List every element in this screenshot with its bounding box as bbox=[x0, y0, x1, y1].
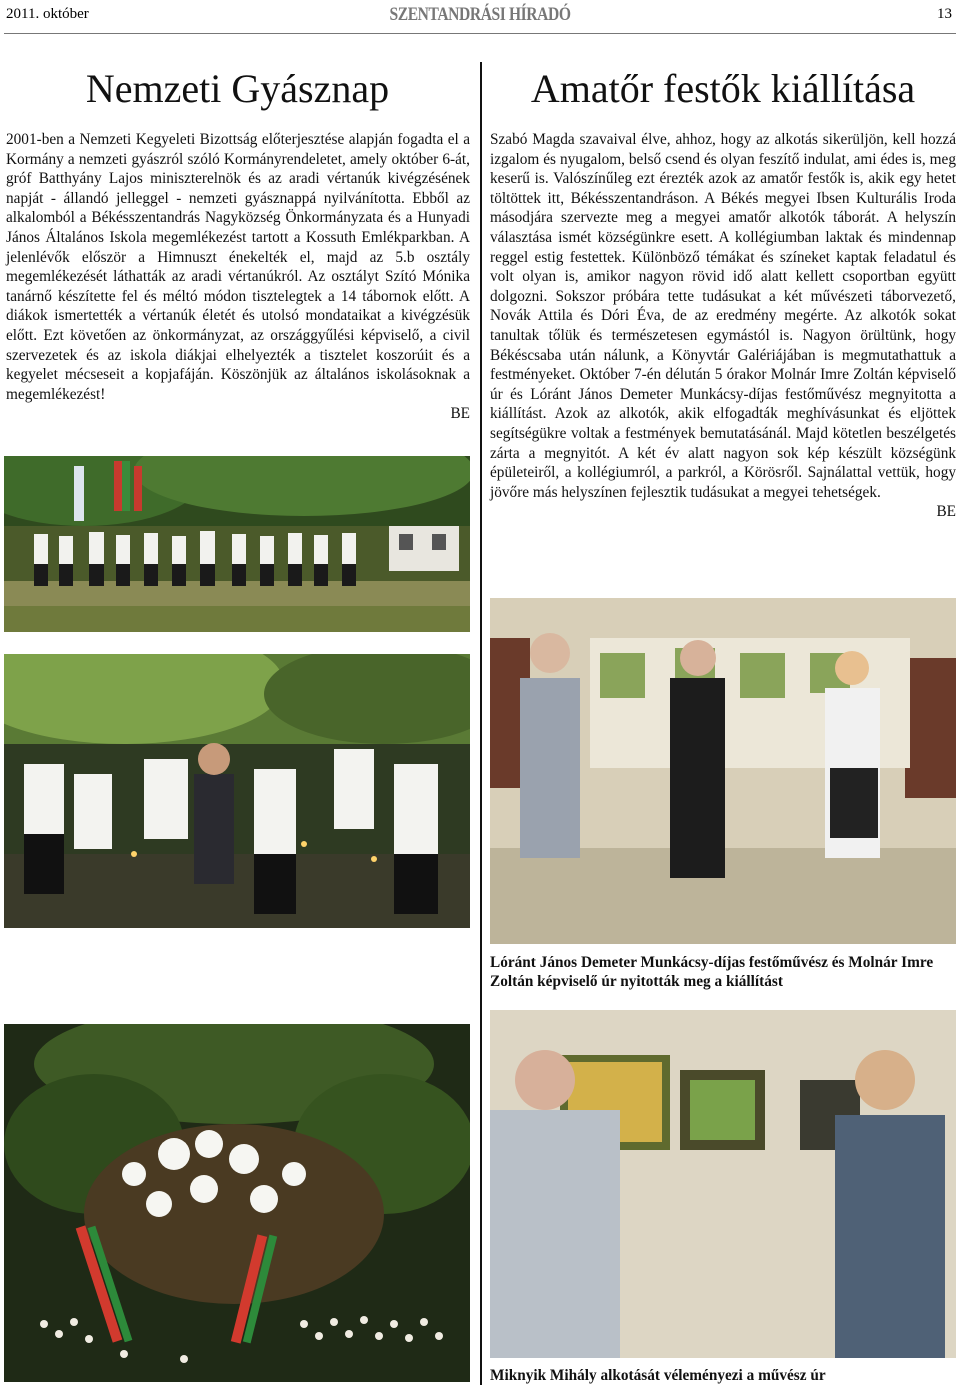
photo-artist-reviewing bbox=[490, 1010, 956, 1358]
issue-date: 2011. október bbox=[6, 6, 89, 22]
left-article-title: Nemzeti Gyásznap bbox=[85, 66, 390, 111]
photo-candle-lighting bbox=[4, 654, 470, 928]
page-number: 13 bbox=[937, 6, 952, 22]
photo-exhibition-opening bbox=[490, 598, 956, 944]
caption-exhibition-opening: Lóránt János Demeter Munkácsy-díjas festőművész és Molnár Imre Zoltán képviselő úr nyitották meg a kiállítást bbox=[490, 954, 934, 990]
right-article-signature: BE bbox=[936, 503, 956, 521]
photo-ceremony-students bbox=[4, 456, 470, 632]
photo-wreaths-candles bbox=[4, 1024, 470, 1382]
left-article-body: 2001-ben a Nemzeti Kegyeleti Bizottság előterjesztése alapján fogadta el a Kormány a nemzeti gyászról szóló Kormányrendeletet, amely október 6-át, gróf Batthyány Lajos miniszterelnök és az aradi vértanúk kivégzésének napját - állandó jelleggel - nemzeti gyásznappá nyilvánította. Ebből az alkalomból a Békésszentandrás Nagyközség Önkormányzata és a Hunyadi János Általános Iskola megemlékezést tartott a Kossuth Emlékparkban. A jelenlévők először a Himnuszt énekelték el, majd az 5.b osztály megemlékezését láthatták az aradi vértanúkról. Az osztályt Szító Mónika tanárnő készítette fel és méltó módon tisztelegtek a 14 tábornok előtt. A diákok ismertették a vértanúk életét és utolsó mondataikat a kivégzésük előtt. Ezt követően az önkormányzat, az országgyűlési képviselő, a civil szervezetek és az iskola diákjai elhelyezték a tisztelet koszorúit és a kegyelet mécseseit a kopjafáján. Köszönjük az általános iskolásoknak a megemlékezést! bbox=[6, 131, 470, 403]
newspaper-logo: SZENTANDRÁSI HÍRADÓ bbox=[389, 4, 571, 25]
left-article-signature: BE bbox=[450, 405, 470, 423]
caption-artist-reviewing: Miknyik Mihály alkotását véleményezi a művész úr bbox=[490, 1367, 826, 1384]
right-article-title: Amatőr festők kiállítása bbox=[530, 66, 916, 111]
header-rule bbox=[4, 33, 956, 34]
right-article bbox=[490, 130, 956, 522]
right-article-body: Szabó Magda szavaival élve, ahhoz, hogy az alkotás sikerüljön, kell hozzá izgalom és nyugalom, belső csend és olyan feszítő indulat, ami édes is, meg keserű is. Valószínűleg ezt érezték azok az amatőr festők is, akik egy hetet töltöttek itt, Békésszentandráson. A Békés megyei Ibsen Kulturális Iroda másodjára szervezte meg a megyei amatőr alkotók táborát. A helyszín választása ismét községünkre esett. A kollégiumban laktak és mindennap reggel estig festettek. Különböző témákat és színeket kaptak feladatul és volt olyan is, amikor nagyon rövid idő alatt kellett csoportban együtt dolgozni. Sokszor próbára tette tudásukat a két művészeti táborvezető, Novák Attila és Dóri Éva, de az eredmény megérte. Az alkotók sokat tanultak tőlük és természetesen egymástól is. Nagyon örültünk, hogy Békéscsaba után nálunk, a Könyvtár Galériájában is megmutathattuk a festményeket. Október 7-én délután 5 órakor Molnár Imre Zoltán képviselő úr és Lóránt János Demeter Munkácsy-díjas festőművész megnyitotta a kiállítást. Azok az alkotók, akik elfogadták meghívásunkat és eljöttek segítségükre voltak a festmények bemutatásánál. Majd kötetlen beszélgetés zárta a megnyitót. A két év alatt nagyon sok kép készült községünk épületeiről, a kollégiumról, a parkról, a Körösről. Sajnálattal vettük, hogy jövőre más helyszínen fejlesztik tudásukat a megyei tehetségek. bbox=[490, 131, 956, 501]
left-article bbox=[6, 130, 470, 424]
column-divider bbox=[480, 62, 482, 1385]
